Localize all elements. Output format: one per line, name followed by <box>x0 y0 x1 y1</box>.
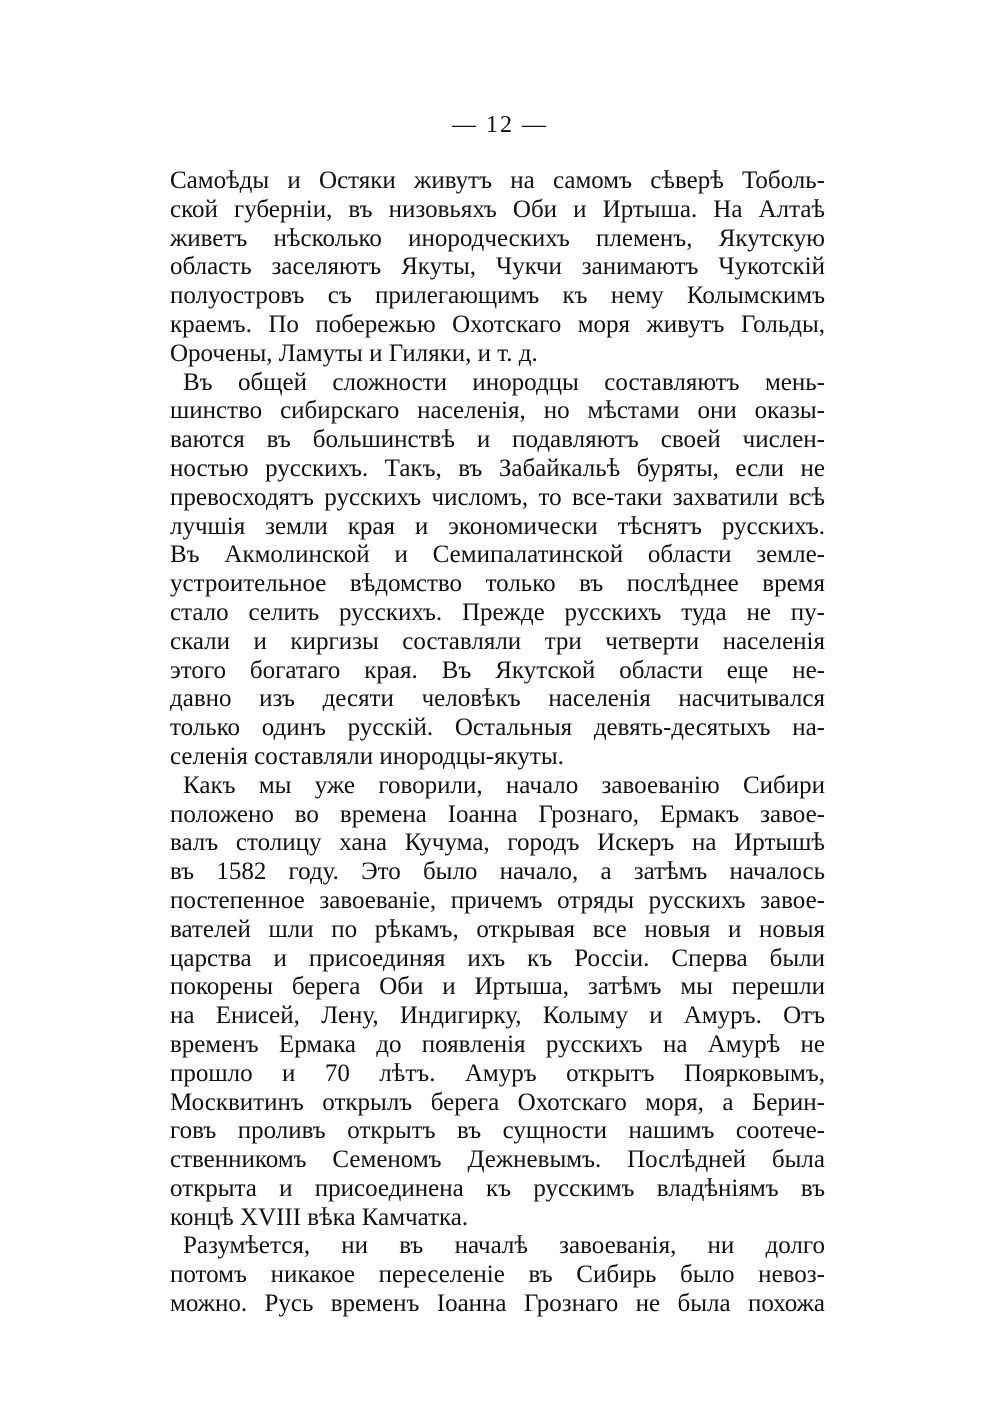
text-line: ской губерніи, въ низовьяхъ Оби и Иртыша. На Алтаѣ <box>170 195 825 223</box>
text-line: валъ столицу хана Кучума, городъ Искеръ на Иртышѣ <box>170 829 825 857</box>
text-line: Какъ мы уже говорили, начало завоеванію Сибири <box>183 771 825 799</box>
text-line: открыта и присоединена къ русскимъ владѣніямъ въ <box>170 1174 825 1202</box>
body-text <box>170 167 825 1319</box>
text-line: ственникомъ Семеномъ Дежневымъ. Послѣдней была <box>170 1146 825 1174</box>
text-line: живетъ нѣсколько инородческихъ племенъ, Якутскую <box>170 224 825 252</box>
text-line: на Енисей, Лену, Индигирку, Колыму и Амуръ. Отъ <box>170 1002 825 1030</box>
text-line: временъ Ермака до появленія русскихъ на Амурѣ не <box>170 1030 825 1058</box>
text-line: можно. Русь временъ Іоанна Грознаго не была похожа <box>170 1290 825 1318</box>
text-line: селенія составляли инородцы-якуты. <box>170 742 564 770</box>
text-line: Москвитинъ открылъ берега Охотскаго моря, а Берин- <box>170 1088 825 1116</box>
text-line: скали и киргизы составляли три четверти населенія <box>170 627 825 655</box>
text-line: царства и присоединяя ихъ къ Россіи. Сперва были <box>170 944 825 972</box>
text-line: этого богатаго края. Въ Якутской области еще не- <box>170 656 825 684</box>
text-line: полуостровъ съ прилегающимъ къ нему Колымскимъ <box>170 282 825 310</box>
text-line: говъ проливъ открытъ въ сущности нашимъ соотече- <box>170 1117 825 1145</box>
paragraph <box>170 772 825 1233</box>
text-line: лучшія земли края и экономически тѣснятъ русскихъ. <box>170 512 825 540</box>
text-line: концѣ XVIII вѣка Камчатка. <box>170 1203 469 1231</box>
text-line: Разумѣется, ни въ началѣ завоеванія, ни долго <box>183 1232 825 1260</box>
text-line: только одинъ русскій. Остальныя девять-десятыхъ на- <box>170 714 825 742</box>
text-line: превосходятъ русскихъ числомъ, то все-таки захватили всѣ <box>170 483 825 511</box>
text-line: шинство сибирскаго населенія, но мѣстами они оказы- <box>170 397 825 425</box>
text-line: краемъ. По побережью Охотскаго моря живутъ Гольды, <box>170 310 825 338</box>
text-line: Орочены, Ламуты и Гиляки, и т. д. <box>170 339 538 367</box>
text-line: стало селить русскихъ. Прежде русскихъ туда не пу- <box>170 598 825 626</box>
paragraph <box>170 1232 825 1318</box>
text-line: потомъ никакое переселеніе въ Сибирь было невоз- <box>170 1261 825 1289</box>
text-line: Самоѣды и Остяки живутъ на самомъ сѣверѣ Тоболь- <box>170 167 825 194</box>
text-line: положено во времена Іоанна Грознаго, Ермакъ завое- <box>170 800 825 828</box>
text-line: устроительное вѣдомство только въ послѣднее время <box>170 570 825 598</box>
text-line: покорены берега Оби и Иртыша, затѣмъ мы перешли <box>170 973 825 1001</box>
text-line: ностью русскихъ. Такъ, въ Забайкальѣ буряты, если не <box>170 454 825 482</box>
text-line: ваются въ большинствѣ и подавляютъ своей числен- <box>170 426 825 454</box>
page-number: — 12 — <box>452 112 548 138</box>
text-line: давно изъ десяти человѣкъ населенія насчитывался <box>170 685 825 713</box>
text-line: въ 1582 году. Это было начало, а затѣмъ началось <box>170 858 825 886</box>
text-line: Въ общей сложности инородцы составляютъ мень- <box>183 368 825 396</box>
text-line: вателей шли по рѣкамъ, открывая все новыя и новыя <box>170 915 825 943</box>
text-line: область заселяютъ Якуты, Чукчи занимаютъ Чукотскій <box>170 253 825 281</box>
paragraph <box>170 369 825 772</box>
paragraph <box>170 167 825 369</box>
text-line: прошло и 70 лѣтъ. Амуръ открытъ Поярковымъ, <box>170 1059 825 1087</box>
text-line: постепенное завоеваніе, причемъ отряды русскихъ завое- <box>170 886 825 914</box>
text-line: Въ Акмолинской и Семипалатинской области земле- <box>170 541 825 569</box>
